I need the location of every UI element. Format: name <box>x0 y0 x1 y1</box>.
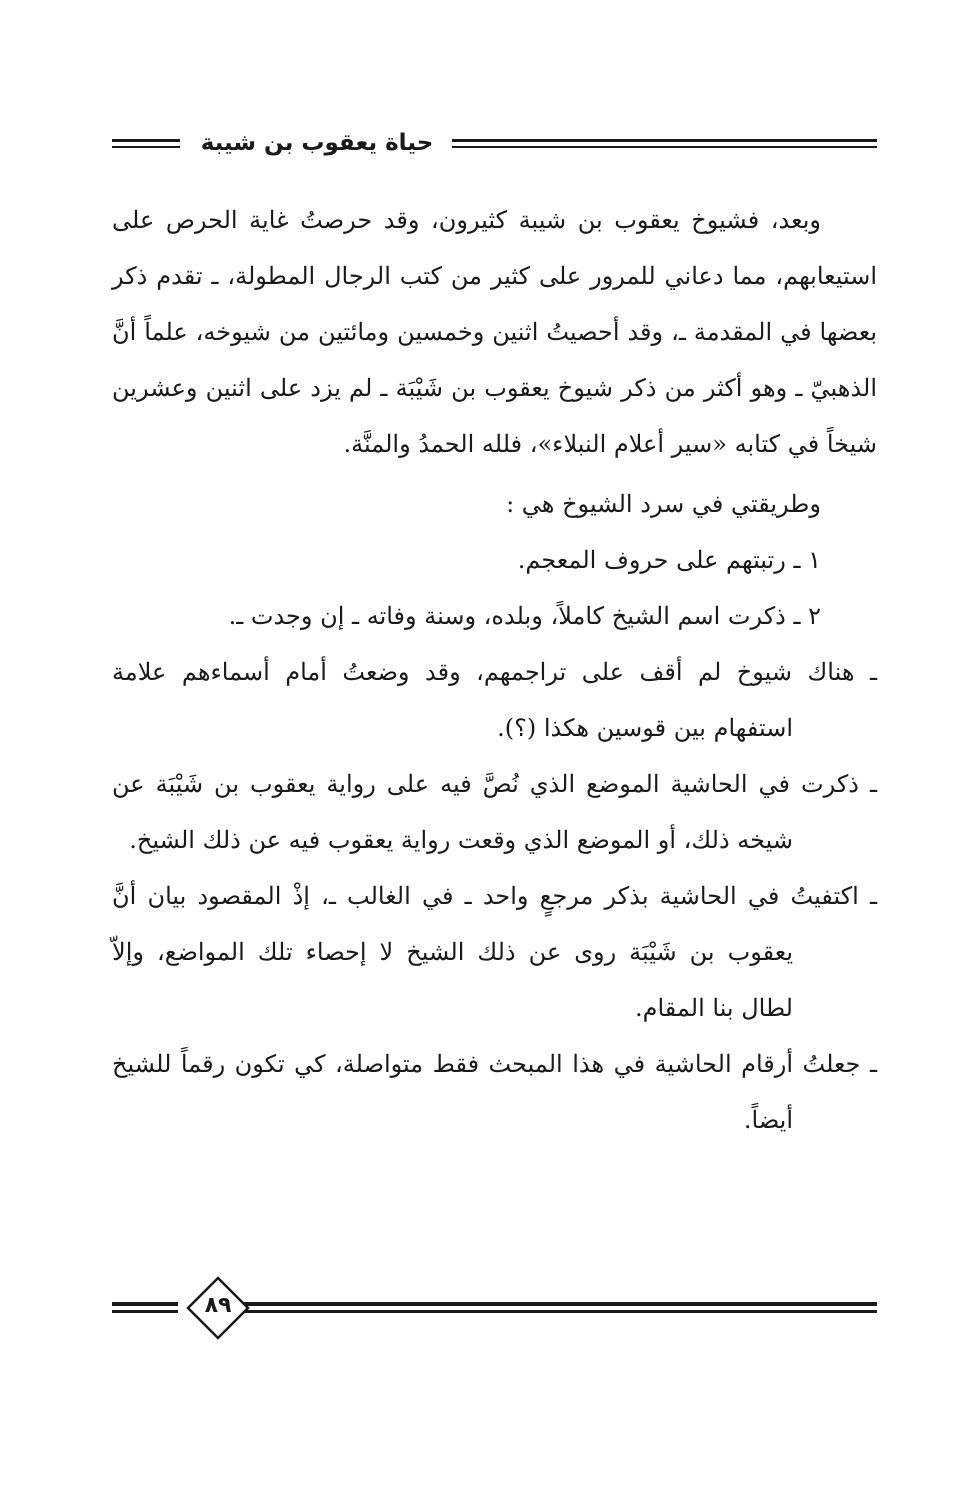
header-title: حياة يعقوب بن شيبة <box>200 130 434 156</box>
page-number: ٨٩ <box>204 1293 232 1318</box>
footer-rule-left <box>112 1302 178 1313</box>
dash-item-footnote-numbering: ـ جعلتُ أرقام الحاشية في هذا المبحث فقط متواصلة، كي تكون رقماً للشيخ أيضاً. <box>112 1050 877 1134</box>
page-footer <box>112 1276 877 1346</box>
numbered-item-1: ١ ـ رتبتهم على حروف المعجم. <box>517 546 821 574</box>
numbered-item-2: ٢ ـ ذكرت اسم الشيخ كاملاً، وبلده، وسنة وفاته ـ إن وجدت ـ. <box>228 602 821 630</box>
dash-item-single-reference: ـ اكتفيتُ في الحاشية بذكر مرجعٍ واحد ـ في الغالب ـ، إذْ المقصود بيان أنَّ يعقوب بن شَيْبَة روى عن ذلك الشيخ لا إحصاء تلك المواضع، وإلاّ لطال بنا المقام. <box>112 882 877 1022</box>
intro-paragraph: وبعد، فشيوخ يعقوب بن شيبة كثيرون، وقد حرصتُ غاية الحرص على استيعابهم، مما دعاني للمرور على كثير من كتب الرجال المطولة، ـ تقدم ذكر بعضها في المقدمة ـ، وقد أحصيتُ اثنين وخمسين ومائتين من شيوخه، علماً أنَّ الذهبيّ ـ وهو أكثر من ذكر شيوخ يعقوب بن شَيْبَة ـ لم يزد على اثنين وعشرين شيخاً في كتابه «سير أعلام النبلاء»، فلله الحمدُ والمنَّة. <box>112 206 877 458</box>
method-lead-paragraph: وطريقتي في سرد الشيوخ هي : <box>506 490 821 518</box>
dash-item-unknown-sheikhs: ـ هناك شيوخ لم أقف على تراجمهم، وقد وضعتُ أمام أسماءهم علامة استفهام بين قوسين هكذا (؟). <box>112 658 877 742</box>
dash-item-footnote-location: ـ ذكرت في الحاشية الموضع الذي نُصَّ فيه على رواية يعقوب بن شَيْبَة عن شيخه ذلك، أو الموضع الذي وقعت رواية يعقوب فيه عن ذلك الشيخ. <box>112 770 877 854</box>
page-body <box>112 192 877 1148</box>
running-header <box>112 124 877 164</box>
footer-rule-right <box>242 1302 877 1313</box>
header-rule-right <box>452 139 877 148</box>
header-rule-left <box>112 139 180 148</box>
